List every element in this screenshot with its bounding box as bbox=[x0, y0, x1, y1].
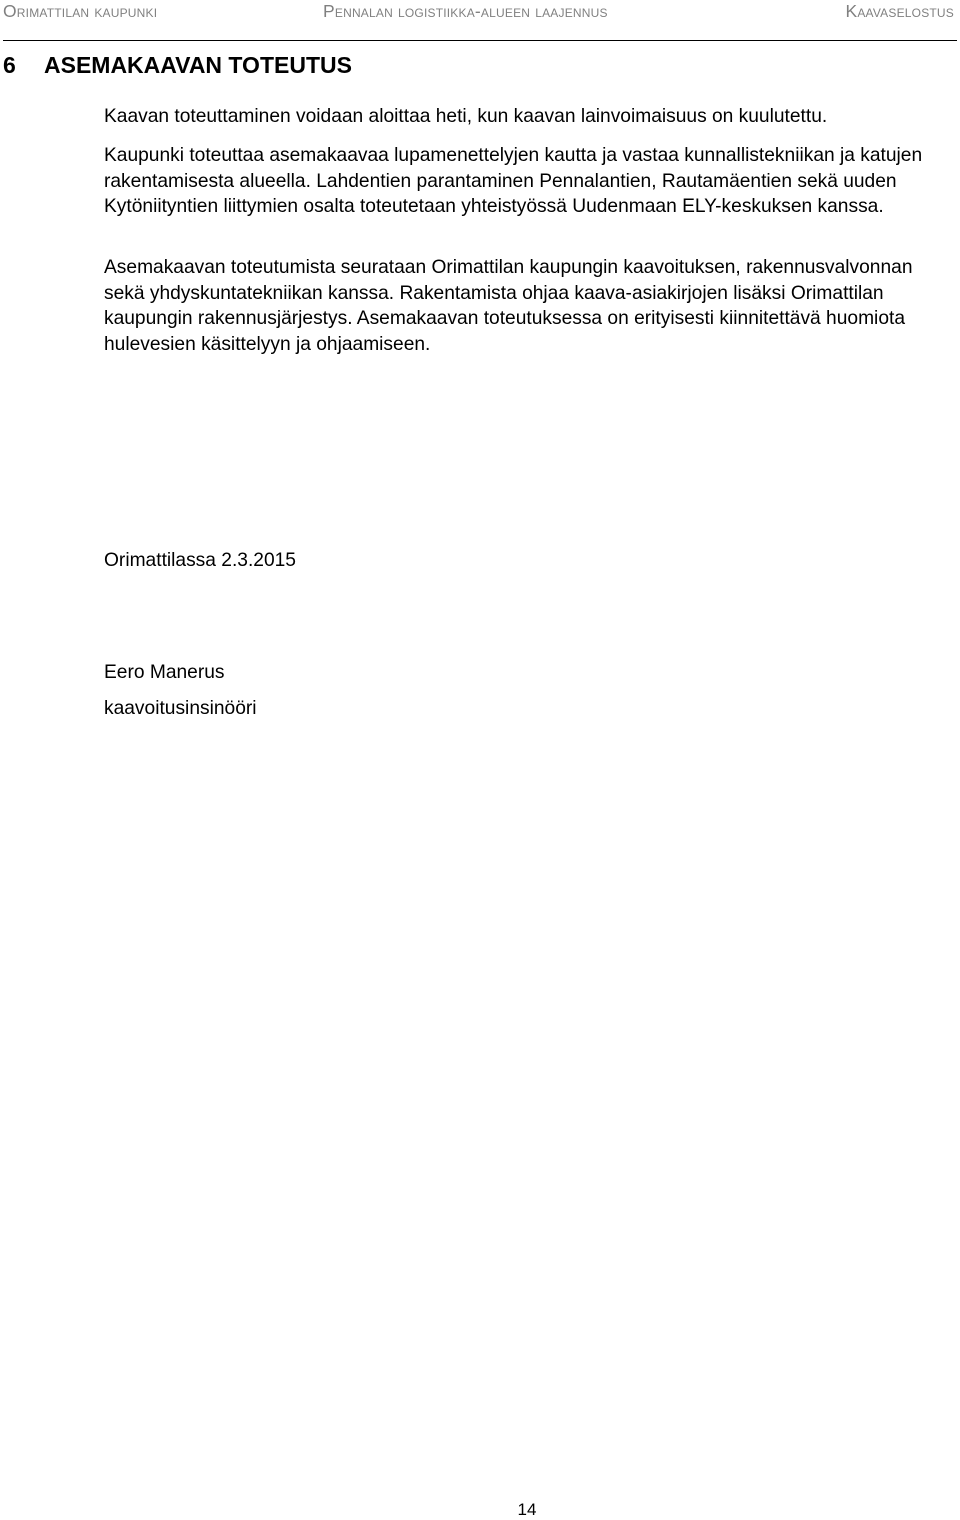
page-number: 14 bbox=[517, 1500, 537, 1519]
signature-title: kaavoitusinsinööri bbox=[104, 698, 257, 719]
paragraph-implementation-responsibility: Kaupunki toteuttaa asemakaavaa lupamenettelyjen kautta ja vastaa kunnallistekniikan ja katujen rakentamisesta alueella. Lahdentien parantaminen Pennalantien, Rautamäentien sekä uuden Kytöniityntien liittymien osalta toteutetaan yhteistyössä Uudenmaan ELY-keskuksen kanssa. bbox=[104, 145, 923, 217]
header-document-type: Kaavaselostus bbox=[845, 1, 954, 21]
section-heading bbox=[3, 52, 352, 79]
page-header bbox=[3, 0, 957, 41]
paragraph-implementation-start: Kaavan toteuttaminen voidaan aloittaa heti, kun kaavan lainvoimaisuus on kuulutettu. bbox=[104, 106, 828, 127]
section-number: 6 bbox=[3, 52, 16, 78]
header-organization: Orimattilan kaupunki bbox=[3, 1, 158, 21]
paragraph-implementation-monitoring: Asemakaavan toteutumista seurataan Orimattilan kaupungin kaavoituksen, rakennusvalvonnan sekä yhdyskuntatekniikan kanssa. Rakentamista ohjaa kaava-asiakirjojen lisäksi Orimattilan kaupungin rakennusjärjestys. Asemakaavan toteutuksessa on erityisesti kiinnitettävä huomiota hulevesien käsittelyyn ja ohjaamiseen. bbox=[104, 257, 913, 355]
section-title: ASEMAKAAVAN TOTEUTUS bbox=[44, 52, 352, 78]
header-project-title: Pennalan logistiikka-alueen laajennus bbox=[323, 1, 608, 21]
signature-place-date: Orimattilassa 2.3.2015 bbox=[104, 550, 296, 571]
signature-name: Eero Manerus bbox=[104, 662, 225, 683]
